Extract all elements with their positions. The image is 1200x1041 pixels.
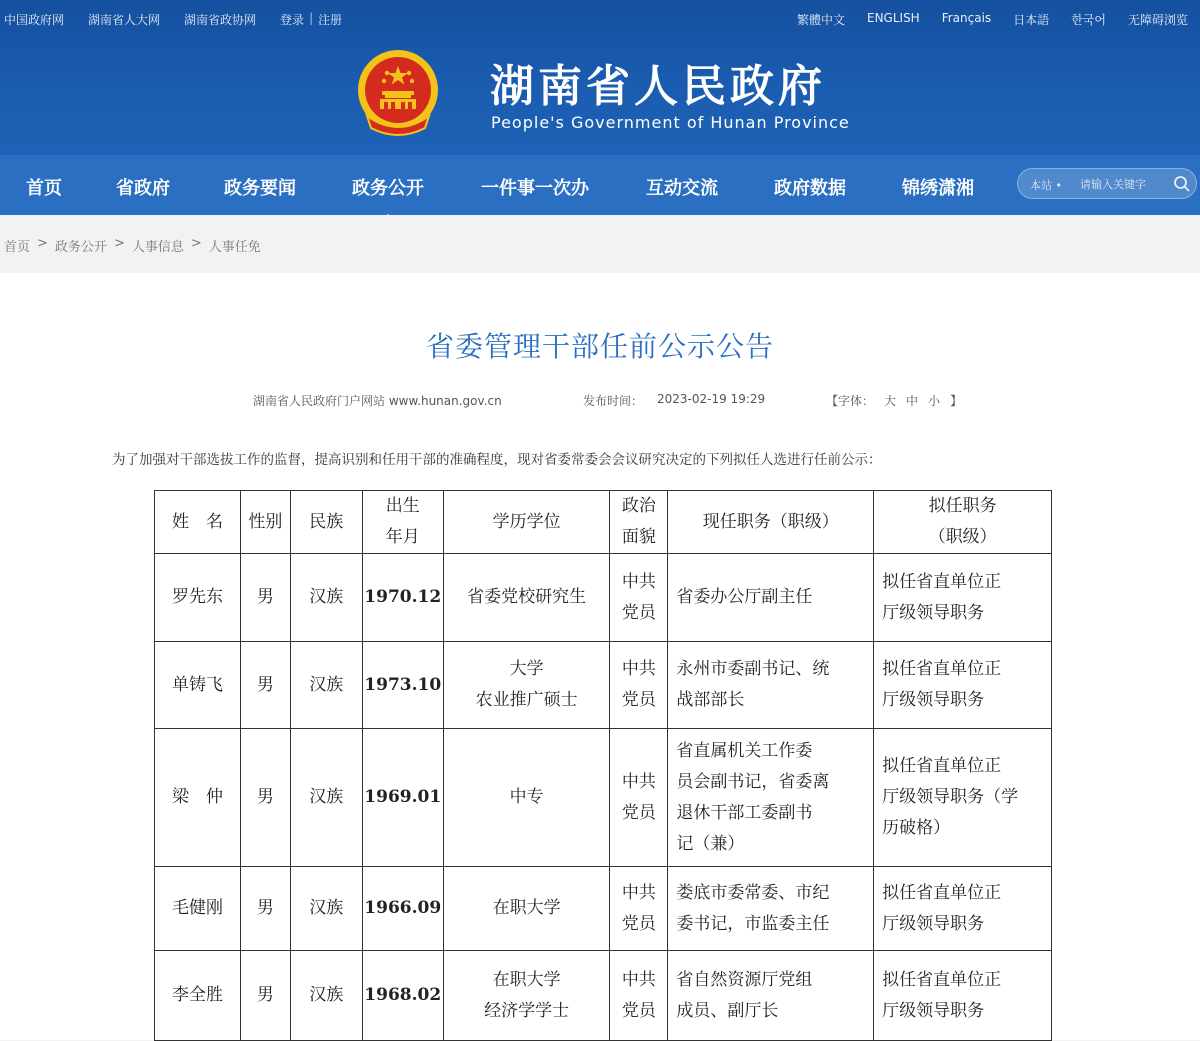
- cell-current-post: 省自然资源厅党组 成员、副厅长: [668, 951, 874, 1041]
- search-icon[interactable]: [1173, 175, 1191, 193]
- cell-gender: 男: [240, 554, 290, 642]
- nav-gov-affairs-open[interactable]: 政务公开: [352, 174, 424, 200]
- cell-education: 省委党校研究生: [443, 554, 610, 642]
- cell-education: 在职大学: [443, 867, 610, 951]
- font-size-label: 【字体：: [826, 394, 875, 408]
- cell-current-post: 省直属机关工作委 员会副书记，省委离 退休干部工委副书 记（兼）: [668, 729, 874, 867]
- cell-education: 大学 农业推广硕士: [443, 642, 610, 729]
- table-row: [155, 554, 1052, 642]
- font-size-medium[interactable]: 中: [906, 394, 919, 408]
- table-row: [155, 951, 1052, 1041]
- cell-birth: 1966.09: [362, 867, 443, 951]
- table-row: [155, 867, 1052, 951]
- link-hunan-cppcc[interactable]: 湖南省政协网: [184, 13, 257, 27]
- cell-education: 中专: [443, 729, 610, 867]
- header-gender: 性别: [240, 491, 290, 554]
- site-header: [0, 0, 1200, 155]
- cell-ethnicity: 汉族: [290, 729, 362, 867]
- cell-ethnicity: 汉族: [290, 554, 362, 642]
- login-separator: |: [309, 11, 314, 25]
- font-size-close: 】: [950, 394, 963, 408]
- header-political: 政治 面貌: [610, 491, 668, 554]
- cell-name: 单铸飞: [155, 642, 241, 729]
- site-subtitle: People's Government of Hunan Province: [491, 113, 850, 132]
- search-input[interactable]: [1080, 174, 1175, 194]
- breadcrumb-home[interactable]: 首页: [4, 240, 31, 255]
- chevron-right-icon: >: [190, 236, 202, 251]
- register-link[interactable]: 注册: [318, 13, 343, 27]
- font-size-small[interactable]: 小: [928, 394, 941, 408]
- publish-label: 发布时间：: [583, 394, 644, 408]
- publish-time: 2023-02-19 19:29: [657, 392, 766, 406]
- nav-news[interactable]: 政务要闻: [224, 178, 296, 199]
- article-intro: 为了加强对干部选拔工作的监督，提高识别和任用干部的准确程度，现对省委常委会会议研究决定的下列拟任人选进行任前公示：: [112, 452, 882, 468]
- breadcrumb-gov-affairs[interactable]: 政务公开: [54, 240, 107, 255]
- article-title: 省委管理干部任前公示公告: [425, 330, 774, 363]
- cell-proposed-post: 拟任省直单位正 厅级领导职务: [874, 642, 1052, 729]
- cell-gender: 男: [240, 642, 290, 729]
- cell-education: 在职大学 经济学学士: [443, 951, 610, 1041]
- top-links: [4, 11, 342, 28]
- cell-ethnicity: 汉族: [290, 867, 362, 951]
- cell-political: 中共 党员: [610, 729, 668, 867]
- nav-gov-data[interactable]: 政府数据: [774, 178, 846, 199]
- cell-proposed-post: 拟任省直单位正 厅级领导职务: [874, 554, 1052, 642]
- breadcrumb: [0, 215, 1200, 273]
- table-header-row: [155, 491, 1052, 554]
- cell-political: 中共 党员: [610, 642, 668, 729]
- lang-french[interactable]: Français: [941, 11, 992, 25]
- login-group: [280, 11, 342, 28]
- cell-name: 李全胜: [155, 951, 241, 1041]
- font-size-large[interactable]: 大: [884, 394, 897, 408]
- site-search: [1017, 168, 1197, 199]
- candidates-table: [154, 490, 1052, 1041]
- cell-political: 中共 党员: [610, 554, 668, 642]
- cell-gender: 男: [240, 729, 290, 867]
- lang-korean[interactable]: 한국어: [1071, 13, 1106, 27]
- accessibility-link[interactable]: 无障碍浏览: [1127, 13, 1188, 27]
- lang-traditional-chinese[interactable]: 繁體中文: [796, 13, 845, 27]
- header-education: 学历学位: [443, 491, 610, 554]
- article-body: [0, 273, 1200, 1040]
- header-birth: 出生 年月: [362, 491, 443, 554]
- breadcrumb-personnel-info[interactable]: 人事信息: [131, 240, 184, 255]
- cell-name: 毛健刚: [155, 867, 241, 951]
- cell-gender: 男: [240, 867, 290, 951]
- header-name: 姓 名: [155, 491, 241, 554]
- link-china-gov[interactable]: 中国政府网: [4, 13, 65, 27]
- breadcrumb-appointments[interactable]: 人事任免: [208, 240, 261, 255]
- chevron-right-icon: >: [37, 236, 48, 251]
- cell-name: 罗先东: [155, 554, 241, 642]
- site-title: 湖南省人民政府: [490, 61, 826, 112]
- cell-proposed-post: 拟任省直单位正 厅级领导职务: [874, 867, 1052, 951]
- header-proposed-post: 拟任职务 （职级）: [874, 491, 1052, 554]
- national-emblem-icon: [355, 46, 441, 138]
- cell-political: 中共 党员: [610, 867, 668, 951]
- search-scope-selector[interactable]: 本站 •: [1030, 179, 1062, 192]
- cell-current-post: 省委办公厅副主任: [668, 554, 874, 642]
- cell-birth: 1973.10: [362, 642, 443, 729]
- cell-current-post: 娄底市委常委、市纪 委书记，市监委主任: [668, 867, 874, 951]
- nav-home[interactable]: 首页: [26, 178, 62, 199]
- cell-proposed-post: 拟任省直单位正 厅级领导职务: [874, 951, 1052, 1041]
- article-source: 湖南省人民政府门户网站 www.hunan.gov.cn: [253, 394, 502, 408]
- cell-political: 中共 党员: [610, 951, 668, 1041]
- login-link[interactable]: 登录: [280, 13, 305, 27]
- nav-provincial-gov[interactable]: 省政府: [116, 178, 170, 199]
- cell-birth: 1968.02: [362, 951, 443, 1041]
- language-links: [797, 11, 1188, 28]
- font-size-control: [826, 392, 962, 409]
- top-bar: [0, 0, 1200, 38]
- cell-proposed-post: 拟任省直单位正 厅级领导职务（学 历破格）: [874, 729, 1052, 867]
- cell-ethnicity: 汉族: [290, 642, 362, 729]
- cell-name: 梁 仲: [155, 729, 241, 867]
- lang-english[interactable]: ENGLISH: [866, 11, 920, 25]
- header-ethnicity: 民族: [290, 491, 362, 554]
- nav-one-stop-service[interactable]: 一件事一次办: [481, 178, 589, 199]
- cell-current-post: 永州市委副书记、统 战部部长: [668, 642, 874, 729]
- table-row: [155, 729, 1052, 867]
- lang-japanese[interactable]: 日本語: [1013, 13, 1050, 27]
- chevron-right-icon: >: [113, 236, 125, 251]
- cell-ethnicity: 汉族: [290, 951, 362, 1041]
- cell-birth: 1969.01: [362, 729, 443, 867]
- table-row: [155, 642, 1052, 729]
- cell-gender: 男: [240, 951, 290, 1041]
- nav-interaction[interactable]: 互动交流: [646, 178, 718, 199]
- cell-birth: 1970.12: [362, 554, 443, 642]
- link-hunan-npc[interactable]: 湖南省人大网: [88, 13, 161, 27]
- nav-hunan-scenery[interactable]: 锦绣潇湘: [902, 178, 974, 199]
- header-current-post: 现任职务（职级）: [668, 491, 874, 554]
